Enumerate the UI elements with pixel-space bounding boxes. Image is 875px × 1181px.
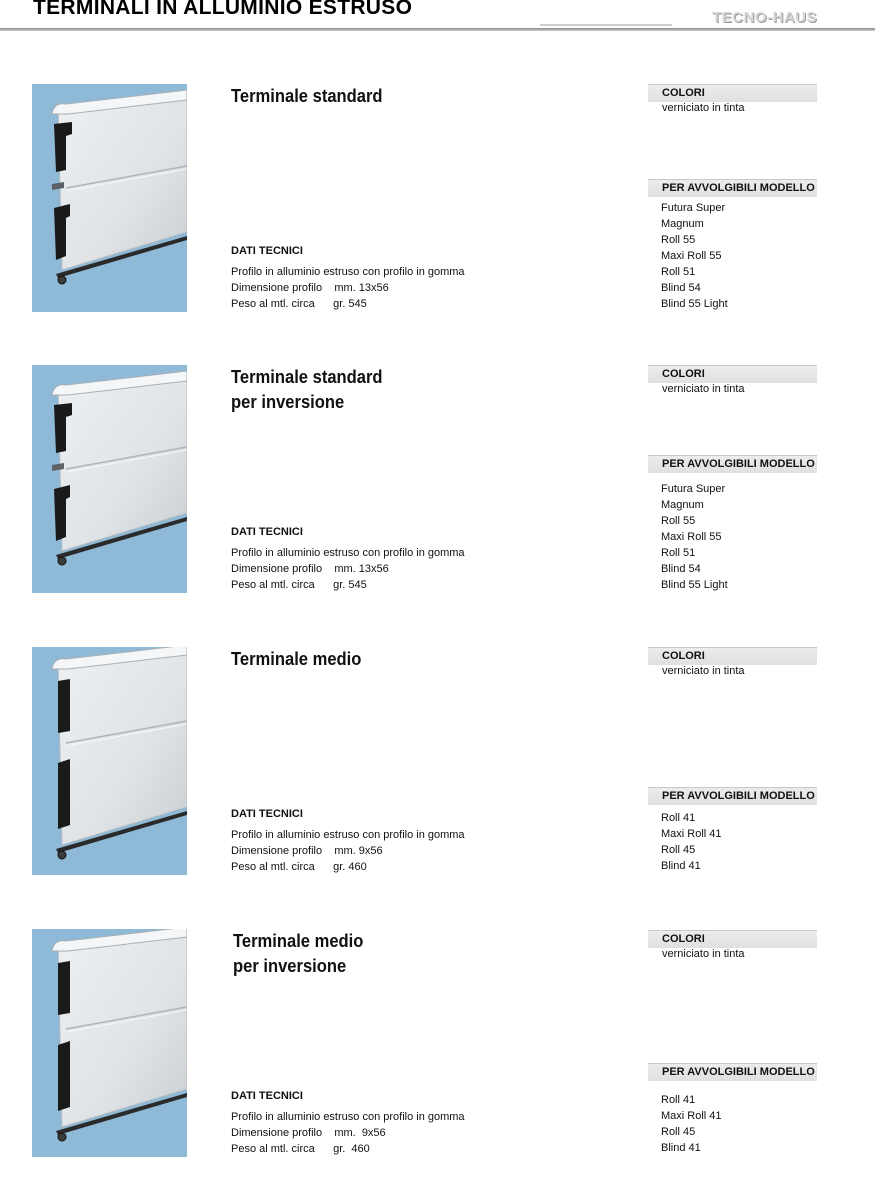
colori-bar [648, 365, 817, 383]
model-item: Roll 41 [661, 1094, 696, 1106]
model-item: Roll 45 [661, 844, 696, 856]
product-section [0, 84, 875, 324]
colori-bar [648, 930, 817, 948]
header-divider [0, 28, 875, 31]
model-item: Blind 41 [661, 860, 701, 872]
product-title: Terminale standard [231, 86, 383, 106]
model-item: Blind 54 [661, 563, 701, 575]
model-item: Blind 55 Light [661, 298, 728, 310]
colori-label: COLORI [662, 650, 705, 662]
model-item: Futura Super [661, 483, 726, 495]
product-photo [32, 647, 187, 875]
model-item: Maxi Roll 41 [661, 1110, 722, 1122]
model-item: Roll 51 [661, 547, 696, 559]
product-photo [32, 84, 187, 312]
page-title: TERMINALI IN ALLUMINIO ESTRUSO [33, 0, 413, 19]
product-section [0, 647, 875, 887]
model-item: Magnum [661, 218, 704, 230]
dati-tecnici-heading: DATI TECNICI [231, 808, 303, 820]
product-title: Terminale standard per inversione [231, 367, 383, 412]
model-item: Roll 55 [661, 234, 696, 246]
model-item: Blind 41 [661, 1142, 701, 1154]
avvolgibili-bar [648, 455, 817, 473]
colori-label: COLORI [662, 87, 705, 99]
dati-line: Peso al mtl. circa gr. 460 [231, 1143, 370, 1155]
avvolgibili-bar [648, 1063, 817, 1081]
colori-bar [648, 84, 817, 102]
model-item: Roll 41 [661, 812, 696, 824]
dati-tecnici-heading: DATI TECNICI [231, 1090, 303, 1102]
product-section [0, 929, 875, 1169]
colori-bar [648, 647, 817, 665]
colori-value: verniciato in tinta [662, 948, 745, 960]
brand-logo: TECNO-HAUS [712, 9, 817, 26]
colori-value: verniciato in tinta [662, 102, 745, 114]
colori-value: verniciato in tinta [662, 383, 745, 395]
dati-line: Peso al mtl. circa gr. 545 [231, 579, 367, 591]
dati-line: Peso al mtl. circa gr. 460 [231, 861, 367, 873]
product-section [0, 365, 875, 605]
dati-line: Dimensione profilo mm. 13x56 [231, 282, 389, 294]
dati-line: Dimensione profilo mm. 9x56 [231, 1127, 386, 1139]
model-item: Maxi Roll 55 [661, 531, 722, 543]
avvolgibili-bar [648, 179, 817, 197]
model-item: Roll 55 [661, 515, 696, 527]
model-item: Maxi Roll 55 [661, 250, 722, 262]
dati-line: Profilo in alluminio estruso con profilo in gomma [231, 829, 465, 841]
product-photo [32, 365, 187, 593]
dati-line: Profilo in alluminio estruso con profilo in gomma [231, 547, 465, 559]
dati-line: Peso al mtl. circa gr. 545 [231, 298, 367, 310]
model-item: Magnum [661, 499, 704, 511]
dati-tecnici-heading: DATI TECNICI [231, 245, 303, 257]
model-item: Maxi Roll 41 [661, 828, 722, 840]
avvolgibili-label: PER AVVOLGIBILI MODELLO [662, 458, 815, 470]
dati-line: Dimensione profilo mm. 13x56 [231, 563, 389, 575]
avvolgibili-bar [648, 787, 817, 805]
dati-tecnici-heading: DATI TECNICI [231, 526, 303, 538]
model-item: Blind 55 Light [661, 579, 728, 591]
model-item: Blind 54 [661, 282, 701, 294]
model-item: Roll 51 [661, 266, 696, 278]
dati-line: Profilo in alluminio estruso con profilo in gomma [231, 266, 465, 278]
avvolgibili-label: PER AVVOLGIBILI MODELLO [662, 790, 815, 802]
product-title: Terminale medio per inversione [233, 931, 364, 976]
header-divider-light [540, 24, 672, 26]
avvolgibili-label: PER AVVOLGIBILI MODELLO [662, 1066, 815, 1078]
dati-line: Dimensione profilo mm. 9x56 [231, 845, 383, 857]
colori-label: COLORI [662, 368, 705, 380]
avvolgibili-label: PER AVVOLGIBILI MODELLO [662, 182, 815, 194]
colori-label: COLORI [662, 933, 705, 945]
model-item: Roll 45 [661, 1126, 696, 1138]
model-item: Futura Super [661, 202, 726, 214]
colori-value: verniciato in tinta [662, 665, 745, 677]
product-title: Terminale medio [231, 649, 362, 669]
product-photo [32, 929, 187, 1157]
dati-line: Profilo in alluminio estruso con profilo in gomma [231, 1111, 465, 1123]
